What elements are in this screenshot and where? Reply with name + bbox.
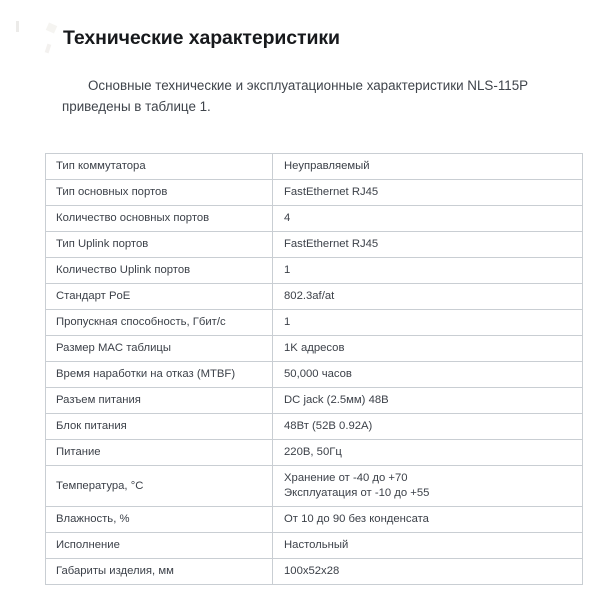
table-cell-parameter: Тип коммутатора (46, 154, 273, 180)
table-cell-parameter: Габариты изделия, мм (46, 559, 273, 585)
table-cell-value: FastEthernet RJ45 (273, 232, 583, 258)
table-cell-value: 802.3af/at (273, 284, 583, 310)
table-cell-value: DC jack (2.5мм) 48В (273, 388, 583, 414)
table-cell-parameter: Размер MAC таблицы (46, 336, 273, 362)
table-cell-parameter: Тип Uplink портов (46, 232, 273, 258)
watermark-artifact (16, 21, 19, 32)
table-cell-value: Неуправляемый (273, 154, 583, 180)
table-row (46, 206, 583, 232)
table-cell-value: 4 (273, 206, 583, 232)
table-row (46, 362, 583, 388)
table-cell-value-line: Эксплуатация от -10 до +55 (284, 487, 430, 499)
watermark-artifact (46, 23, 57, 34)
table-cell-parameter: Температура, °С (46, 466, 273, 507)
table-row (46, 507, 583, 533)
table-row (46, 559, 583, 585)
table-cell-parameter: Разъем питания (46, 388, 273, 414)
table-cell-parameter: Влажность, % (46, 507, 273, 533)
table-cell-value: 100x52x28 (273, 559, 583, 585)
table-cell-value (273, 466, 583, 507)
table-row (46, 284, 583, 310)
table-cell-value: Настольный (273, 533, 583, 559)
table-row (46, 336, 583, 362)
table-cell-parameter: Стандарт PoE (46, 284, 273, 310)
table-cell-value: 1 (273, 258, 583, 284)
table-cell-value: 48Вт (52В 0.92A) (273, 414, 583, 440)
table-row (46, 258, 583, 284)
table-row (46, 180, 583, 206)
table-row (46, 154, 583, 180)
table-cell-parameter: Количество Uplink портов (46, 258, 273, 284)
table-row (46, 440, 583, 466)
table-cell-value: 1 (273, 310, 583, 336)
table-cell-value: От 10 до 90 без конденсата (273, 507, 583, 533)
table-row (46, 310, 583, 336)
specifications-table (45, 153, 583, 585)
table-cell-value: 220В, 50Гц (273, 440, 583, 466)
specifications-table-container (45, 153, 582, 585)
page-title: Технические характеристики (63, 27, 340, 50)
table-row (46, 388, 583, 414)
intro-paragraph: Основные технические и эксплуатационные характеристики NLS-115P приведены в таблице 1. (62, 78, 528, 115)
table-cell-parameter: Тип основных портов (46, 180, 273, 206)
table-row (46, 466, 583, 507)
table-cell-parameter: Пропускная способность, Гбит/с (46, 310, 273, 336)
table-cell-parameter: Блок питания (46, 414, 273, 440)
table-cell-parameter: Количество основных портов (46, 206, 273, 232)
table-cell-parameter: Питание (46, 440, 273, 466)
table-row (46, 533, 583, 559)
table-row (46, 232, 583, 258)
table-cell-value: 1K адресов (273, 336, 583, 362)
table-cell-parameter: Исполнение (46, 533, 273, 559)
table-cell-value: 50,000 часов (273, 362, 583, 388)
table-cell-value-line: Хранение от -40 до +70 (284, 472, 408, 484)
table-cell-parameter: Время наработки на отказ (MTBF) (46, 362, 273, 388)
table-row (46, 414, 583, 440)
specifications-table-body (46, 154, 583, 585)
table-cell-value: FastEthernet RJ45 (273, 180, 583, 206)
watermark-artifact (45, 44, 52, 54)
